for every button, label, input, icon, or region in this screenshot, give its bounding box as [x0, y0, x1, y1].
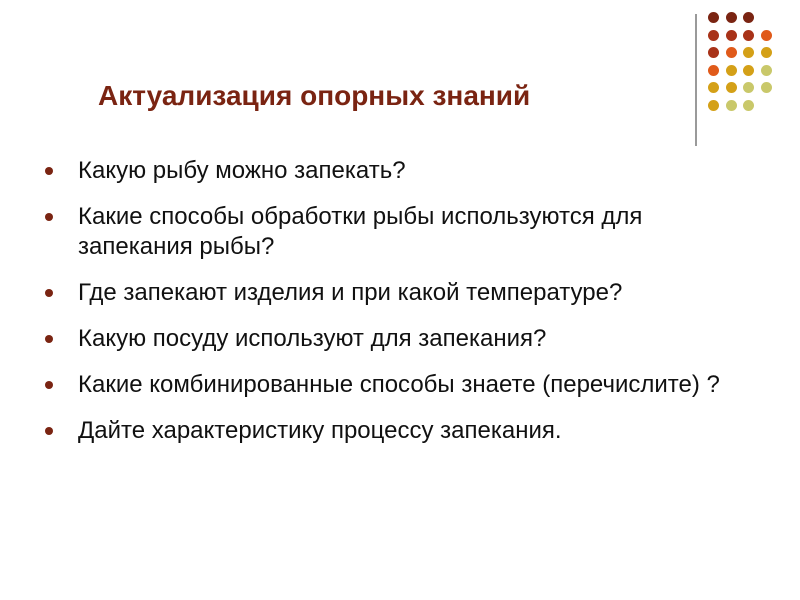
bullet-text: Какие способы обработки рыбы используются для запекания рыбы?	[78, 203, 643, 260]
decorative-dot	[708, 82, 719, 93]
decorative-dot	[743, 100, 754, 111]
decorative-dot-grid	[708, 12, 788, 132]
bullet-icon	[45, 167, 53, 175]
decorative-dot	[743, 65, 754, 76]
decorative-dot	[761, 47, 772, 58]
list-item	[40, 416, 720, 446]
list-item	[40, 278, 720, 308]
decorative-dot	[708, 12, 719, 23]
slide-title: Актуализация опорных знаний	[98, 80, 531, 111]
list-item	[40, 324, 720, 354]
vertical-divider	[695, 14, 697, 146]
bullet-icon	[45, 213, 53, 221]
decorative-dot	[743, 82, 754, 93]
decorative-dot	[761, 82, 772, 93]
decorative-dot	[708, 30, 719, 41]
decorative-dot	[743, 12, 754, 23]
list-item	[40, 370, 720, 400]
decorative-dot	[726, 100, 737, 111]
decorative-dot	[708, 100, 719, 111]
bullet-icon	[45, 381, 53, 389]
decorative-dot	[761, 65, 772, 76]
bullet-list	[40, 156, 720, 462]
decorative-dot	[708, 47, 719, 58]
bullet-icon	[45, 289, 53, 297]
bullet-text: Какую рыбу можно запекать?	[78, 157, 406, 184]
bullet-text: Где запекают изделия и при какой температуре?	[78, 279, 623, 306]
decorative-dot	[726, 82, 737, 93]
list-item	[40, 156, 720, 186]
decorative-dot	[726, 30, 737, 41]
decorative-dot	[726, 65, 737, 76]
decorative-dot	[743, 30, 754, 41]
bullet-icon	[45, 335, 53, 343]
bullet-icon	[45, 427, 53, 435]
decorative-dot	[708, 65, 719, 76]
decorative-dot	[726, 47, 737, 58]
bullet-text: Дайте характеристику процессу запекания.	[78, 417, 562, 444]
decorative-dot	[761, 30, 772, 41]
bullet-text: Какую посуду используют для запекания?	[78, 325, 547, 352]
list-item	[40, 202, 720, 262]
decorative-dot	[726, 12, 737, 23]
bullet-text: Какие комбинированные способы знаете (перечислите) ?	[78, 371, 720, 398]
decorative-dot	[743, 47, 754, 58]
